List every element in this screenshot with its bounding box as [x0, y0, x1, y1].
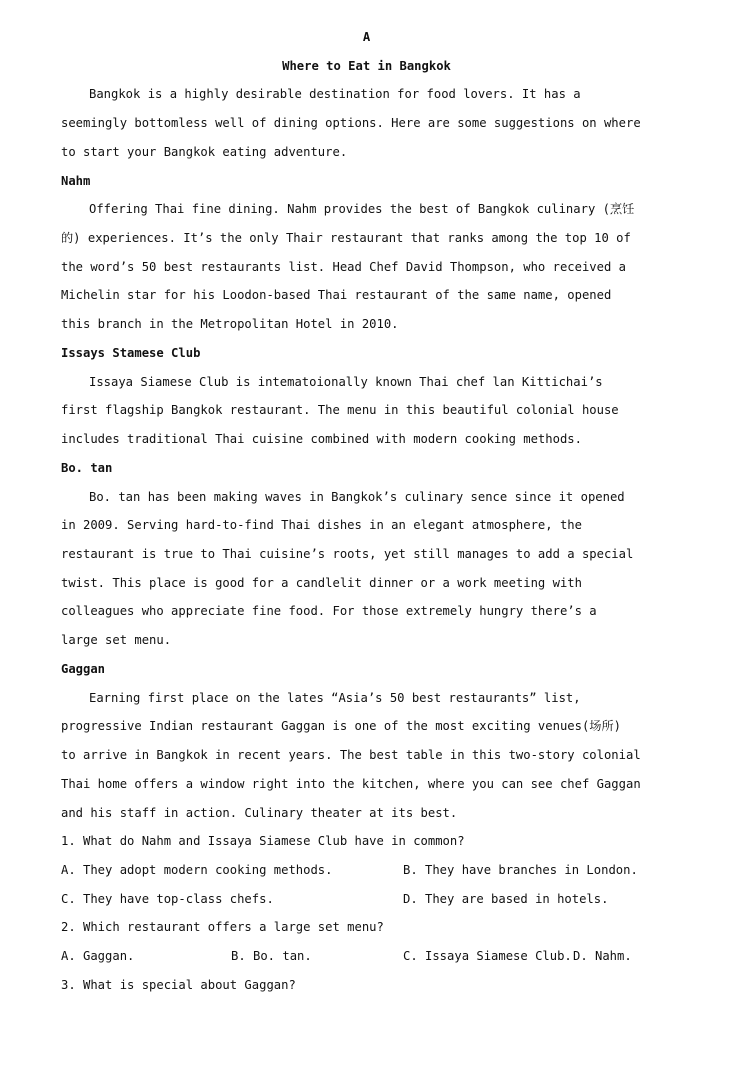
paragraph-line: the word’s 50 best restaurants list. Head Chef David Thompson, who received a [61, 260, 626, 274]
section-heading-nahm: Nahm [61, 174, 91, 188]
paragraph-line: this branch in the Metropolitan Hotel in 2010. [61, 317, 399, 331]
q2-option-b: B. Bo. tan. [231, 949, 312, 963]
q1-option-b: B. They have branches in London. [403, 863, 638, 877]
paragraph-line: Offering Thai fine dining. Nahm provides the best of Bangkok culinary (烹饪 [89, 202, 635, 216]
q1-option-c: C. They have top-class chefs. [61, 892, 274, 906]
q2-option-c: C. Issaya Siamese Club. [403, 949, 572, 963]
paragraph-line: Michelin star for his Loodon-based Thai restaurant of the same name, opened [61, 288, 612, 302]
section-heading-botan: Bo. tan [61, 461, 113, 475]
paragraph-line: Thai home offers a window right into the kitchen, where you can see chef Gaggan [61, 777, 641, 791]
paragraph-line: in 2009. Serving hard-to-find Thai dishes in an elegant atmosphere, the [61, 518, 582, 532]
paragraph-line: Issaya Siamese Club is intematoionally known Thai chef lan Kittichai’s [89, 375, 603, 389]
intro-line: Bangkok is a highly desirable destination for food lovers. It has a [89, 87, 581, 101]
paragraph-line: progressive Indian restaurant Gaggan is one of the most exciting venues(场所) [61, 719, 622, 733]
q2-option-d: D. Nahm. [573, 949, 632, 963]
paragraph-line: colleagues who appreciate fine food. For those extremely hungry there’s a [61, 604, 597, 618]
question-2: 2. Which restaurant offers a large set menu? [61, 920, 384, 934]
question-3: 3. What is special about Gaggan? [61, 978, 296, 992]
paragraph-line: and his staff in action. Culinary theater at its best. [61, 806, 458, 820]
question-1: 1. What do Nahm and Issaya Siamese Club have in common? [61, 834, 465, 848]
intro-line: to start your Bangkok eating adventure. [61, 145, 348, 159]
paragraph-line: to arrive in Bangkok in recent years. The best table in this two-story colonial [61, 748, 641, 762]
paragraph-line: 的) experiences. It’s the only Thair restaurant that ranks among the top 10 of [61, 231, 631, 245]
section-label: A [362, 30, 371, 44]
paragraph-line: Earning first place on the lates “Asia’s 50 best restaurants” list, [89, 691, 581, 705]
paragraph-line: restaurant is true to Thai cuisine’s roots, yet still manages to add a special [61, 547, 634, 561]
paragraph-line: large set menu. [61, 633, 172, 647]
section-heading-gaggan: Gaggan [61, 662, 106, 676]
paragraph-line: twist. This place is good for a candlelit dinner or a work meeting with [61, 576, 582, 590]
paragraph-line: first flagship Bangkok restaurant. The menu in this beautiful colonial house [61, 403, 619, 417]
intro-line: seemingly bottomless well of dining options. Here are some suggestions on where [61, 116, 641, 130]
q1-option-a: A. They adopt modern cooking methods. [61, 863, 333, 877]
article-title: Where to Eat in Bangkok [282, 59, 451, 73]
paragraph-line: includes traditional Thai cuisine combined with modern cooking methods. [61, 432, 582, 446]
q2-option-a: A. Gaggan. [61, 949, 135, 963]
paragraph-line: Bo. tan has been making waves in Bangkok’s culinary sence since it opened [89, 490, 625, 504]
section-heading-issaya: Issays Stamese Club [61, 346, 201, 360]
q1-option-d: D. They are based in hotels. [403, 892, 609, 906]
